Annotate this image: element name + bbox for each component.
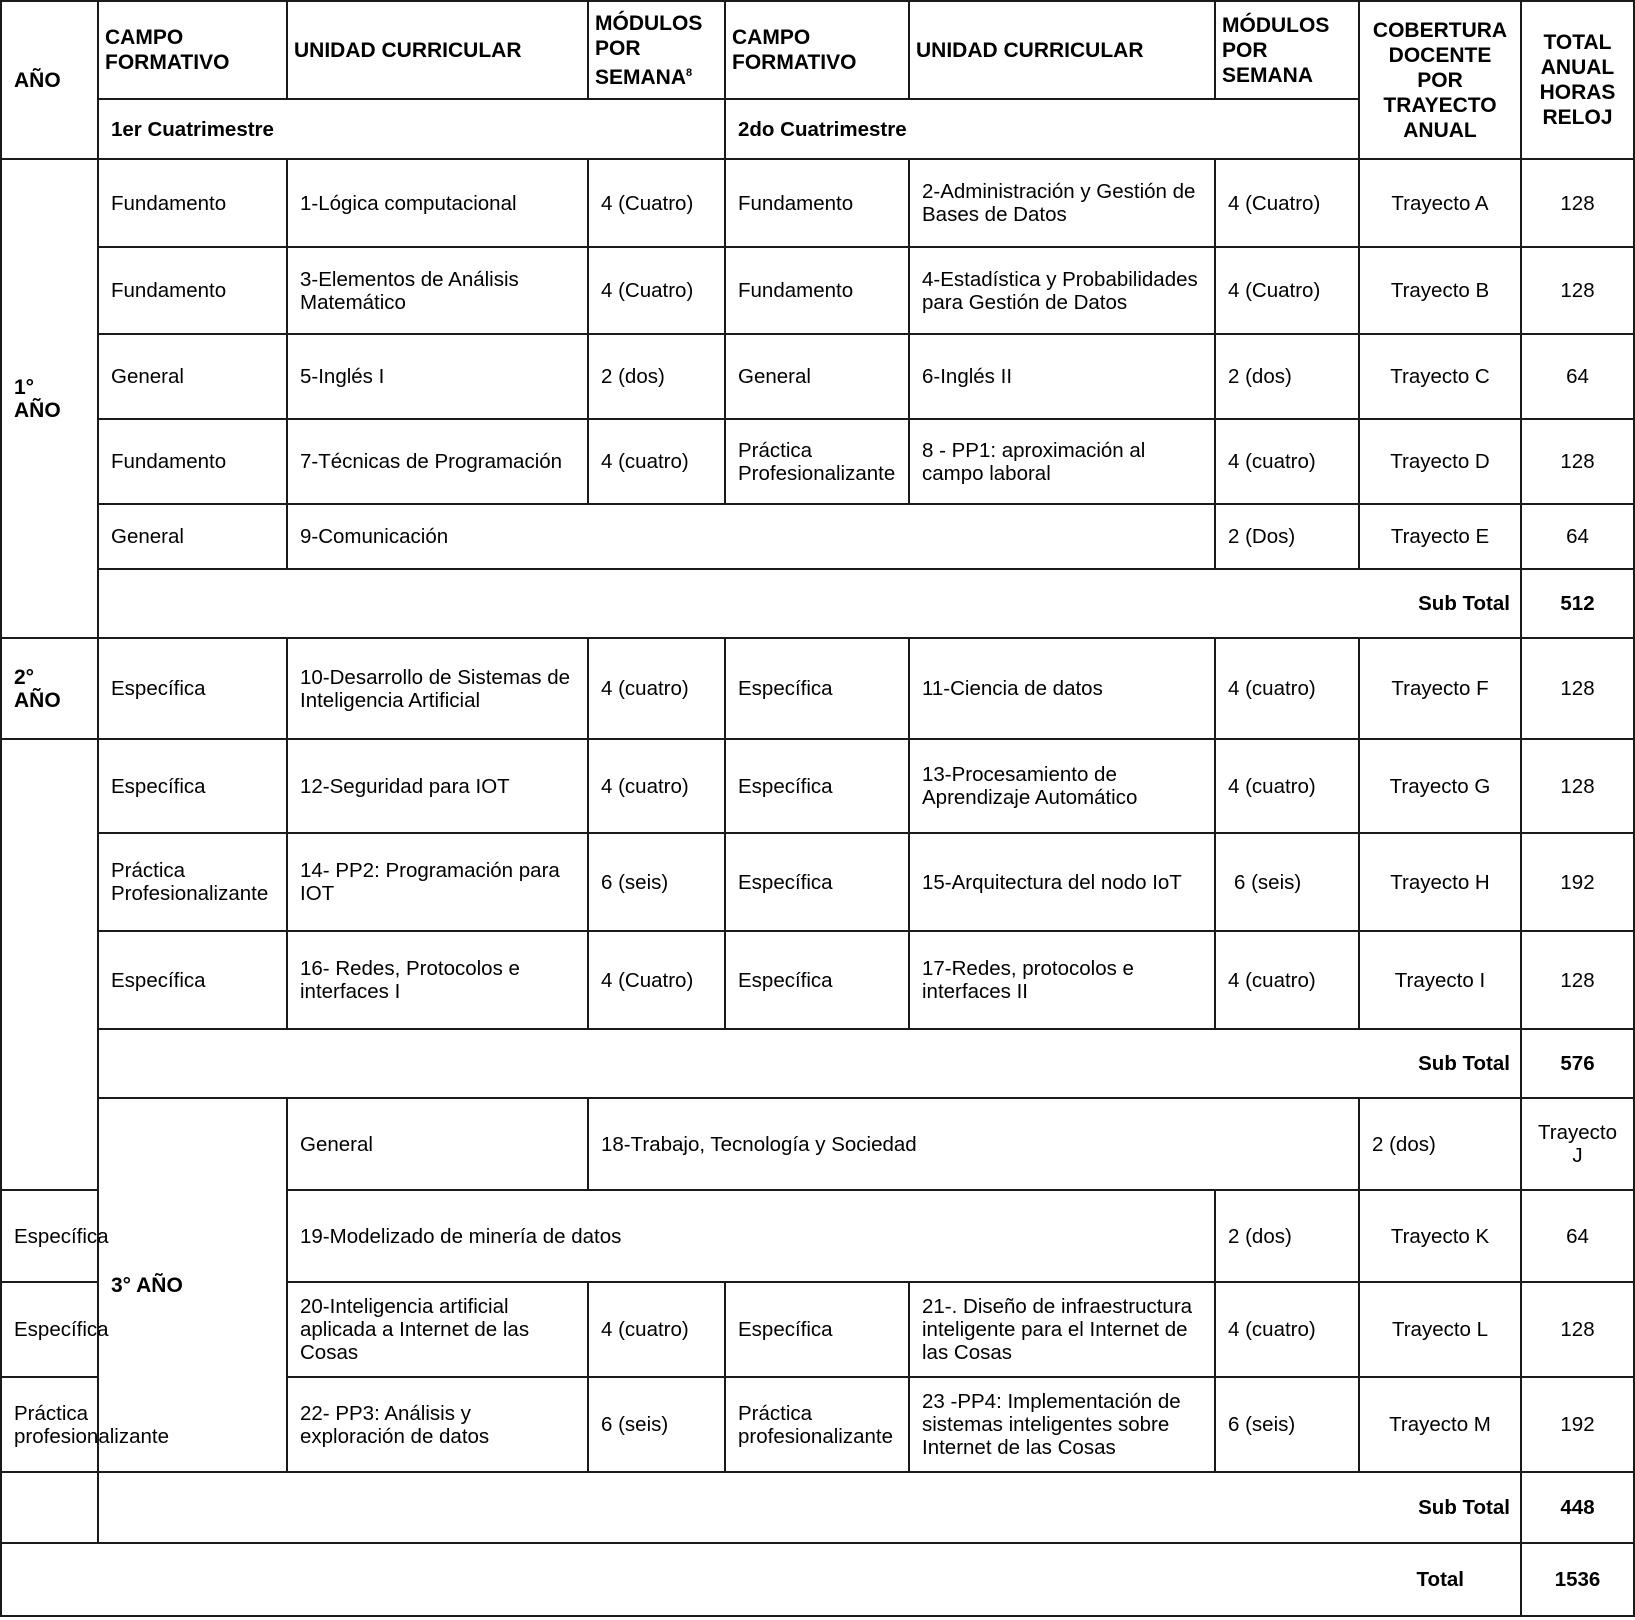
subtotal-value: 448 (1521, 1472, 1634, 1543)
trayecto: Trayecto K (1359, 1190, 1521, 1282)
total-row (1, 1543, 1634, 1616)
table-row (1, 419, 1634, 504)
unidad-2: 6-Inglés II (909, 334, 1215, 419)
modulos-1: 4 (Cuatro) (588, 159, 725, 247)
campo-2: Fundamento (725, 247, 909, 334)
modulos-2: 2 (dos) (1215, 334, 1359, 419)
campo-1: Fundamento (98, 159, 287, 247)
campo-2: Específica (725, 931, 909, 1029)
campo-2: Fundamento (725, 159, 909, 247)
horas: 128 (1521, 931, 1634, 1029)
modulos-1: 6 (seis) (588, 833, 725, 931)
unidad-anual: 19-Modelizado de minería de datos (287, 1190, 1215, 1282)
table-row (1, 159, 1634, 247)
modulos-2: 4 (Cuatro) (1215, 159, 1359, 247)
unidad-2: 13-Procesamiento de Aprendizaje Automático (909, 739, 1215, 833)
horas: 192 (1521, 833, 1634, 931)
trayecto: Trayecto G (1359, 739, 1521, 833)
modulos-2: 2 (dos) (1215, 1190, 1359, 1282)
subtotal-label: Sub Total (98, 569, 1521, 638)
cuatrimestre-1: 1er Cuatrimestre (98, 99, 725, 159)
unidad-1: 12-Seguridad para IOT (287, 739, 588, 833)
table-row (1, 334, 1634, 419)
unidad-2: 2-Administración y Gestión de Bases de Datos (909, 159, 1215, 247)
table-row (1, 638, 1634, 739)
campo-1: General (98, 504, 287, 569)
header-unidad-curricular-1: UNIDAD CURRICULAR (287, 1, 588, 99)
campo-1: Específica (98, 638, 287, 739)
table-row (1, 833, 1634, 931)
unidad-1: 14- PP2: Programación para IOT (287, 833, 588, 931)
modulos-2: 4 (cuatro) (1215, 1282, 1359, 1377)
modulos-2: 6 (seis) (1215, 833, 1359, 931)
trayecto: Trayecto D (1359, 419, 1521, 504)
unidad-1: 3-Elementos de Análisis Matemático (287, 247, 588, 334)
modulos-2: 4 (cuatro) (1215, 739, 1359, 833)
unidad-2: 17-Redes, protocolos e interfaces II (909, 931, 1215, 1029)
horas: 128 (1521, 638, 1634, 739)
header-row (1, 1, 1634, 99)
modulos-2: 4 (cuatro) (1215, 419, 1359, 504)
header-modulos-1 (588, 1, 725, 99)
modulos-2: 4 (Cuatro) (1215, 247, 1359, 334)
horas: 64 (1521, 504, 1634, 569)
unidad-1: 1-Lógica computacional (287, 159, 588, 247)
campo-1: Específica (1, 1282, 98, 1377)
unidad-1: 20-Inteligencia artificial aplicada a Internet de las Cosas (287, 1282, 588, 1377)
campo-1: Específica (1, 1190, 98, 1282)
unidad-anual: 9-Comunicación (287, 504, 1215, 569)
modulos-2: 2 (dos) (1359, 1098, 1521, 1190)
campo-1: Fundamento (98, 247, 287, 334)
campo-2: Práctica profesionalizante (725, 1377, 909, 1472)
subtotal-value: 576 (1521, 1029, 1634, 1098)
modulos-1: 2 (dos) (588, 334, 725, 419)
subtotal-label: Sub Total (98, 1029, 1521, 1098)
subtotal-row (1, 569, 1634, 638)
horas: 128 (1521, 247, 1634, 334)
year-3-label: 3° AÑO (98, 1098, 287, 1472)
unidad-1: 10-Desarrollo de Sistemas de Inteligencia Artificial (287, 638, 588, 739)
trayecto: Trayecto B (1359, 247, 1521, 334)
header-unidad-curricular-2: UNIDAD CURRICULAR (909, 1, 1215, 99)
header-campo-formativo-1: CAMPO FORMATIVO (98, 1, 287, 99)
horas: 128 (1521, 739, 1634, 833)
header-modulos-2: MÓDULOS POR SEMANA (1215, 1, 1359, 99)
trayecto: Trayecto J (1521, 1098, 1634, 1190)
year-1-label: 1° AÑO (1, 159, 98, 638)
modulos-1: 4 (cuatro) (588, 419, 725, 504)
table-row (1, 1098, 1634, 1190)
unidad-2: 23 -PP4: Implementación de sistemas inteligentes sobre Internet de las Cosas (909, 1377, 1215, 1472)
unidad-1: 5-Inglés I (287, 334, 588, 419)
modulos-1: 6 (seis) (588, 1377, 725, 1472)
total-value: 1536 (1521, 1543, 1634, 1616)
unidad-2: 15-Arquitectura del nodo IoT (909, 833, 1215, 931)
cuatrimestre-2: 2do Cuatrimestre (725, 99, 1359, 159)
horas: 128 (1521, 419, 1634, 504)
campo-2: Específica (725, 1282, 909, 1377)
header-total-horas: TOTAL ANUAL HORAS RELOJ (1521, 1, 1634, 159)
campo-1: Fundamento (98, 419, 287, 504)
campo-1: General (287, 1098, 588, 1190)
modulos-2: 2 (Dos) (1215, 504, 1359, 569)
trayecto: Trayecto L (1359, 1282, 1521, 1377)
year-2-continued (1, 739, 98, 1190)
subtotal-label: Sub Total (98, 1472, 1521, 1543)
header-campo-formativo-2: CAMPO FORMATIVO (725, 1, 909, 99)
table-row (1, 247, 1634, 334)
trayecto: Trayecto I (1359, 931, 1521, 1029)
modulos-1: 4 (cuatro) (588, 1282, 725, 1377)
horas: 64 (1521, 334, 1634, 419)
unidad-2: 21-. Diseño de infraestructura inteligente para el Internet de las Cosas (909, 1282, 1215, 1377)
horas: 192 (1521, 1377, 1634, 1472)
trayecto: Trayecto M (1359, 1377, 1521, 1472)
horas: 64 (1521, 1190, 1634, 1282)
trayecto: Trayecto A (1359, 159, 1521, 247)
modulos-2: 4 (cuatro) (1215, 638, 1359, 739)
year-2-label: 2° AÑO (1, 638, 98, 739)
campo-1: Práctica profesionalizante (1, 1377, 98, 1472)
modulos-1: 4 (cuatro) (588, 638, 725, 739)
footnote-mark: 8 (686, 66, 693, 79)
trayecto: Trayecto C (1359, 334, 1521, 419)
year-3-continued (1, 1472, 98, 1543)
unidad-2: 11-Ciencia de datos (909, 638, 1215, 739)
subtotal-value: 512 (1521, 569, 1634, 638)
unidad-anual: 18-Trabajo, Tecnología y Sociedad (588, 1098, 1359, 1190)
campo-2: General (725, 334, 909, 419)
trayecto: Trayecto E (1359, 504, 1521, 569)
modulos-2: 6 (seis) (1215, 1377, 1359, 1472)
campo-1: Específica (98, 739, 287, 833)
horas: 128 (1521, 159, 1634, 247)
modulos-2: 4 (cuatro) (1215, 931, 1359, 1029)
campo-1: General (98, 334, 287, 419)
table-row (1, 739, 1634, 833)
modulos-1: 4 (Cuatro) (588, 247, 725, 334)
unidad-1: 7-Técnicas de Programación (287, 419, 588, 504)
subtotal-row (1, 1472, 1634, 1543)
campo-1: Específica (98, 931, 287, 1029)
unidad-1: 16- Redes, Protocolos e interfaces I (287, 931, 588, 1029)
table-row (1, 504, 1634, 569)
trayecto: Trayecto H (1359, 833, 1521, 931)
modulos-1: 4 (Cuatro) (588, 931, 725, 1029)
campo-1: Práctica Profesionalizante (98, 833, 287, 931)
horas: 128 (1521, 1282, 1634, 1377)
campo-2: Específica (725, 739, 909, 833)
campo-2: Práctica Profesionalizante (725, 419, 909, 504)
header-cobertura: COBERTURA DOCENTE POR TRAYECTO ANUAL (1359, 1, 1521, 159)
trayecto: Trayecto F (1359, 638, 1521, 739)
header-modulos-1-label: MÓDULOS POR SEMANA (595, 11, 703, 89)
modulos-1: 4 (cuatro) (588, 739, 725, 833)
subtotal-row (1, 1029, 1634, 1098)
campo-2: Específica (725, 638, 909, 739)
total-label: Total (1, 1543, 1521, 1616)
unidad-2: 4-Estadística y Probabilidades para Gestión de Datos (909, 247, 1215, 334)
table-row (1, 931, 1634, 1029)
header-year: AÑO (1, 1, 98, 159)
campo-2: Específica (725, 833, 909, 931)
unidad-2: 8 - PP1: aproximación al campo laboral (909, 419, 1215, 504)
unidad-1: 22- PP3: Análisis y exploración de datos (287, 1377, 588, 1472)
